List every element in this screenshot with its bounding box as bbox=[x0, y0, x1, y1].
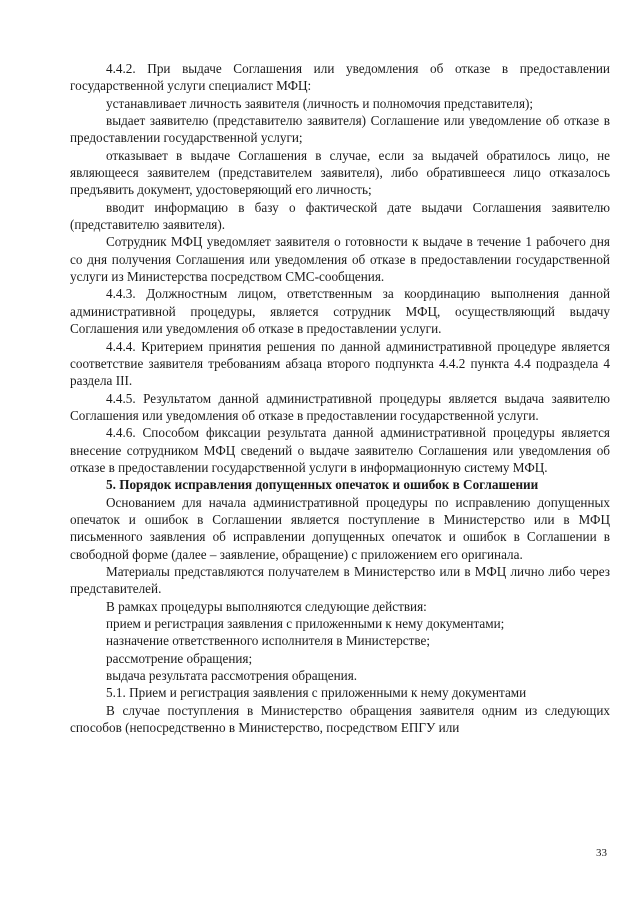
paragraph-4-4-4: 4.4.4. Критерием принятия решения по данной административной процедуре является соответствие заявителя требованиям абзаца второго подпункта 4.4.2 пункта 4.4 подраздела 4 раздела III. bbox=[70, 338, 610, 389]
paragraph-action-assign: назначение ответственного исполнителя в Министерстве; bbox=[106, 633, 431, 649]
paragraph-4-4-6: 4.4.6. Способом фиксации результата данной административной процедуры является внесение сотрудником МФЦ сведений о выдаче заявителю Соглашения или уведомления об отказе в предоставлении государственной услуги в информационную систему МФЦ. bbox=[70, 425, 610, 475]
paragraph-action-review: рассмотрение обращения; bbox=[106, 650, 253, 666]
paragraph-receipt-case: В случае поступления в Министерство обращения заявителя одним из следующих способов (непосредственно в Министерство, посредством ЕПГУ или bbox=[70, 702, 610, 736]
paragraph-notify-applicant: Сотрудник МФЦ уведомляет заявителя о готовности к выдаче в течение 1 рабочего дня со дня получения Соглашения или уведомления об отказе в предоставлении государственной услуги из Министерства посредством СМС-сообщения. bbox=[70, 234, 610, 285]
paragraph-action-issue: выдача результата рассмотрения обращения. bbox=[106, 668, 358, 684]
document-page bbox=[70, 60, 610, 736]
paragraph-grounds: Основанием для начала административной процедуры по исправлению допущенных опечаток и ошибок в Соглашении является поступление в Министерство или в МФЦ письменного заявления об исправлении допущенных опечаток и ошибок в Соглашении в свободной форме (далее – заявление, обращение) с приложением его оригинала. bbox=[70, 494, 610, 562]
paragraph-enter-info: вводит информацию в базу о фактической дате выдачи Соглашения заявителю (представителю заявителя). bbox=[70, 199, 610, 233]
paragraph-5-1: 5.1. Прием и регистрация заявления с приложенными к нему документами bbox=[106, 685, 527, 701]
paragraph-issue-agreement: выдает заявителю (представителю заявителя) Соглашение или уведомление об отказе в предоставлении государственной услуги; bbox=[70, 113, 610, 146]
paragraph-4-4-5: 4.4.5. Результатом данной административной процедуры является выдача заявителю Соглашения или уведомления об отказе в предоставлении государственной услуги. bbox=[70, 390, 610, 423]
paragraph-action-receive: прием и регистрация заявления с приложенными к нему документами; bbox=[106, 616, 505, 631]
page-number: 33 bbox=[596, 847, 607, 859]
paragraph-identify-applicant: устанавливает личность заявителя (личность и полномочия представителя); bbox=[106, 95, 534, 111]
paragraph-materials: Материалы представляются получателем в Министерство или в МФЦ лично либо через представителей. bbox=[70, 563, 610, 597]
paragraph-actions-intro: В рамках процедуры выполняются следующие действия: bbox=[106, 598, 427, 614]
paragraph-4-4-3: 4.4.3. Должностным лицом, ответственным за координацию выполнения данной административной процедуры, является сотрудник МФЦ, осуществляющий выдачу Соглашения или уведомления об отказе в предоставлении услуги. bbox=[70, 286, 610, 337]
paragraph-refuse-issue: отказывает в выдаче Соглашения в случае, если за выдачей обратилось лицо, не являющееся заявителем (представителем заявителя), либо обратившееся лицо отказалось предъявить документ, удостоверяющий его личность; bbox=[70, 147, 610, 198]
section-heading-5: 5. Порядок исправления допущенных опечаток и ошибок в Соглашении bbox=[106, 477, 539, 493]
paragraph-4-4-2: 4.4.2. При выдаче Соглашения или уведомления об отказе в предоставлении государственной услуги специалист МФЦ: bbox=[70, 61, 610, 94]
